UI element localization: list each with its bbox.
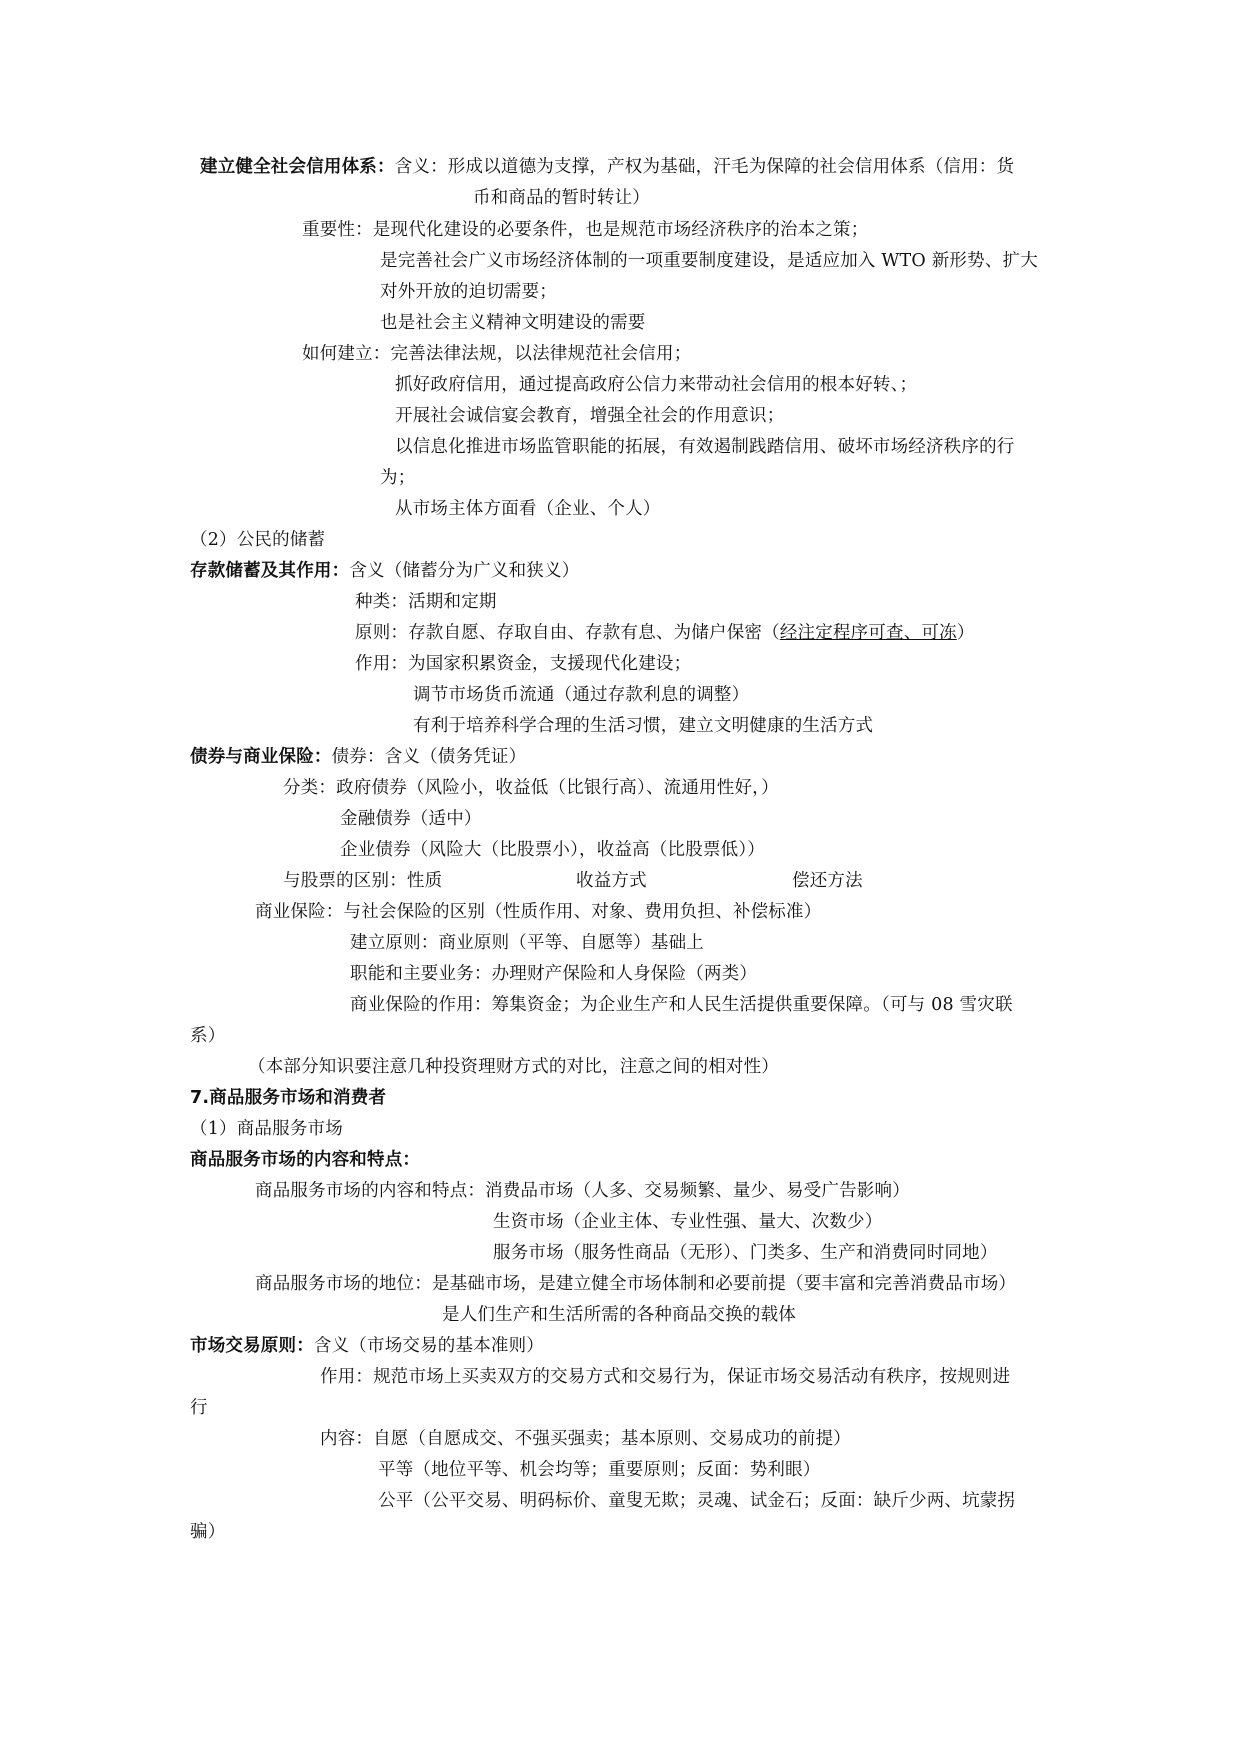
savings-principle	[355, 622, 975, 644]
trade-content-3-cont: 骗）	[190, 1522, 226, 1542]
trade-role-cont: 行	[190, 1398, 208, 1418]
market-content-1: 消费品市场（人多、交易频繁、量少、易受广告影响）	[485, 1181, 910, 1201]
how-item-1: 完善法律法规，以法律规范社会信用；	[390, 344, 692, 364]
market-content-3: 服务市场（服务性商品（无形）、门类多、生产和消费同时同地）	[493, 1243, 998, 1263]
savings-principle-text: 原则：存款自愿、存取自由、存款有息、为储户保密（	[355, 623, 780, 643]
insurance-line-4-cont: 系）	[190, 1026, 226, 1046]
trade-definition: 含义（市场交易的基本准则）	[313, 1336, 545, 1356]
market-status-label: 商品服务市场的地位：	[255, 1274, 432, 1294]
trade-line-1	[190, 1335, 544, 1357]
insurance-line-4: 商业保险的作用：筹集资金；为企业生产和人民生活提供重要保障。（可与 08 雪灾联	[350, 995, 1013, 1015]
credit-heading: 建立健全社会信用体系：	[200, 157, 395, 177]
how-item-4: 以信息化推进市场监管职能的拓展，有效遏制践踏信用、破坏市场经济秩序的行	[395, 437, 1015, 457]
credit-definition: 含义：形成以道德为支撑，产权为基础，汗毛为保障的社会信用体系（信用：货	[394, 157, 1015, 177]
bonds-diff-2: 收益方式	[576, 871, 647, 891]
importance-item-2: 是完善社会广义市场经济体制的一项重要制度建设，是适应加入 WTO 新形势、扩大	[380, 251, 1038, 271]
savings-heading: 存款储蓄及其作用：	[190, 561, 350, 581]
how-item-2: 抓好政府信用，通过提高政府公信力来带动社会信用的根本好转、；	[395, 375, 918, 395]
trade-content-1: 内容：自愿（自愿成交、不强买强卖；基本原则、交易成功的前提）	[320, 1429, 851, 1449]
bonds-class-2: 金融债券（适中）	[340, 809, 482, 829]
trade-content-3: 公平（公平交易、明码标价、童叟无欺；灵魂、试金石；反面：缺斤少两、坑蒙拐	[378, 1491, 1016, 1511]
savings-definition: 含义（储蓄分为广义和狭义）	[349, 561, 580, 581]
how-item-3: 开展社会诚信宴会教育，增强全社会的作用意识；	[395, 406, 785, 426]
market-content-label: 商品服务市场的内容和特点：	[255, 1181, 486, 1201]
trade-content-2: 平等（地位平等、机会均等；重要原则；反面：势利眼）	[378, 1460, 821, 1480]
bonds-class-1: 分类：政府债券（风险小，收益低（比银行高）、流通用性好，）	[283, 778, 779, 798]
market-status-line-1	[255, 1273, 1016, 1295]
importance-label: 重要性：	[302, 220, 373, 240]
importance-item-1: 是现代化建设的必要条件，也是规范市场经济秩序的治本之策；	[372, 220, 869, 240]
how-item-5: 从市场主体方面看（企业、个人）	[395, 499, 661, 519]
how-item-4-cont: 为；	[380, 468, 416, 488]
insurance-line-2: 建立原则：商业原则（平等、自愿等）基础上	[350, 933, 704, 953]
trade-heading: 市场交易原则：	[190, 1336, 314, 1356]
savings-principle-end: ）	[956, 623, 975, 643]
bonds-heading: 债券与商业保险：	[190, 747, 332, 767]
market-content-line-1	[255, 1180, 910, 1202]
insurance-line-3: 职能和主要业务：办理财产保险和人身保险（两类）	[350, 964, 758, 984]
bonds-definition: 债券：含义（债务凭证）	[331, 747, 527, 767]
how-line-1	[302, 343, 691, 365]
market-content-2: 生资市场（企业主体、专业性强、量大、次数少）	[493, 1212, 883, 1232]
bonds-diff-1: 与股票的区别：性质	[283, 871, 443, 891]
savings-section-title: （2）公民的储蓄	[190, 530, 326, 550]
market-heading: 商品服务市场的内容和特点：	[190, 1150, 421, 1170]
how-label: 如何建立：	[302, 344, 391, 364]
chapter-title: 7.商品服务市场和消费者	[190, 1088, 387, 1108]
market-status-1: 是基础市场，是建立健全市场体制和必要前提（要丰富和完善消费品市场）	[432, 1274, 1017, 1294]
credit-line-1	[200, 156, 1014, 178]
savings-role-1: 作用：为国家积累资金，支援现代化建设；	[355, 654, 692, 674]
market-status-2: 是人们生产和生活所需的各种商品交换的载体	[442, 1305, 796, 1325]
bonds-diff-3: 偿还方法	[792, 871, 863, 891]
savings-role-3: 有利于培养科学合理的生活习惯，建立文明健康的生活方式	[413, 716, 874, 736]
bonds-class-3: 企业债券（风险大（比股票小），收益高（比股票低））	[340, 840, 765, 860]
savings-line-1	[190, 560, 579, 582]
credit-importance-line-1	[302, 219, 868, 241]
importance-item-3: 也是社会主义精神文明建设的需要	[380, 313, 646, 333]
trade-role: 作用：规范市场上买卖双方的交易方式和交易行为，保证市场交易活动有秩序，按规则进	[320, 1367, 1011, 1387]
bonds-line-1	[190, 746, 526, 768]
savings-principle-underlined: 经注定程序可查、可冻	[779, 623, 957, 643]
savings-role-2: 调节市场货币流通（通过存款利息的调整）	[413, 685, 750, 705]
market-section-title: （1）商品服务市场	[190, 1119, 343, 1139]
bonds-note: （本部分知识要注意几种投资理财方式的对比，注意之间的相对性）	[248, 1057, 779, 1077]
credit-definition-cont: 币和商品的暂时转让）	[473, 188, 650, 208]
insurance-line-1: 商业保险：与社会保险的区别（性质作用、对象、费用负担、补偿标准）	[255, 902, 822, 922]
importance-item-2-cont: 对外开放的迫切需要；	[380, 282, 557, 302]
savings-types: 种类：活期和定期	[355, 592, 497, 612]
